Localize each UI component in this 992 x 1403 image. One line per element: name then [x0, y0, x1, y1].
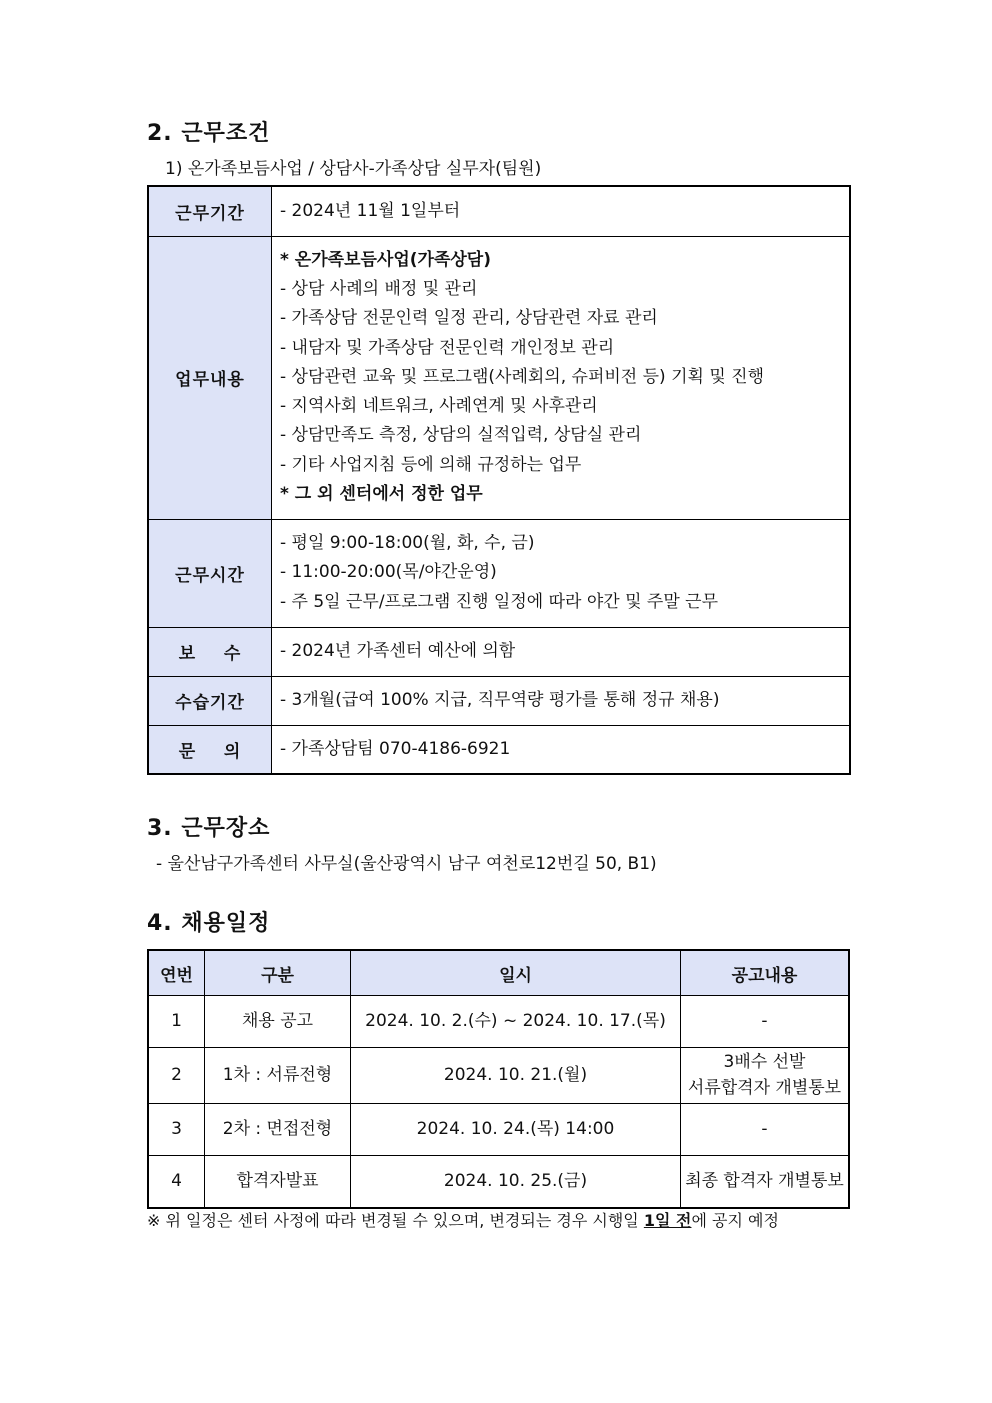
duty-line: - 내담자 및 가족상담 전문인력 개인정보 관리: [280, 337, 615, 358]
notice-line: -: [761, 1119, 768, 1140]
cell-type: 채용 공고: [205, 996, 351, 1048]
cell-notice: [681, 1048, 850, 1104]
footnote-text: ※ 위 일정은 센터 사정에 따라 변경될 수 있으며, 변경되는 경우 시행일: [147, 1211, 644, 1230]
label-hours: 근무시간: [148, 519, 272, 627]
footnote-emphasis: 1일 전: [643, 1211, 692, 1230]
value-duties: [272, 236, 851, 519]
header-date: 일시: [351, 950, 681, 996]
cell-no: 4: [148, 1155, 205, 1208]
table-row: [148, 1048, 849, 1104]
duty-line: - 상담관련 교육 및 프로그램(사례회의, 슈퍼비전 등) 기획 및 진행: [280, 366, 764, 387]
value-contact: [272, 725, 851, 774]
duty-line: - 가족상담 전문인력 일정 관리, 상담관련 자료 관리: [280, 308, 658, 329]
conditions-subtitle: 1) 온가족보듬사업 / 상담사-가족상담 실무자(팀원): [165, 159, 542, 179]
notice-line: -: [761, 1011, 768, 1032]
cell-notice: [681, 996, 850, 1048]
table-row: [148, 1155, 849, 1208]
duty-line: - 상담 사례의 배정 및 관리: [280, 278, 478, 299]
label-pay: 보 수: [148, 627, 272, 676]
label-duties: 업무내용: [148, 236, 272, 519]
hours-line: - 11:00-20:00(목/야간운영): [280, 562, 497, 583]
period-line: - 2024년 11월 1일부터: [280, 200, 461, 221]
row-probation: [148, 676, 850, 725]
hours-line: - 주 5일 근무/프로그램 진행 일정에 따라 야간 및 주말 근무: [280, 591, 718, 612]
duty-line: * 온가족보듬사업(가족상담): [280, 249, 491, 270]
cell-notice: [681, 1155, 850, 1208]
duty-line: - 기타 사업지침 등에 의해 규정하는 업무: [280, 454, 582, 475]
label-probation: 수습기간: [148, 676, 272, 725]
value-pay: [272, 627, 851, 676]
header-notice: 공고내용: [681, 950, 850, 996]
cell-date: 2024. 10. 21.(월): [351, 1048, 681, 1104]
conditions-table: [147, 185, 851, 775]
cell-date: 2024. 10. 25.(금): [351, 1155, 681, 1208]
notice-line: 서류합격자 개별통보: [687, 1078, 842, 1099]
cell-notice: [681, 1103, 850, 1155]
header-no: 연번: [148, 950, 205, 996]
pay-line: - 2024년 가족센터 예산에 의함: [280, 640, 516, 661]
cell-no: 1: [148, 996, 205, 1048]
label-period: 근무기간: [148, 186, 272, 236]
value-period: [272, 186, 851, 236]
place-text: - 울산남구가족센터 사무실(울산광역시 남구 여천로12번길 50, B1): [156, 854, 657, 874]
table-row: [148, 1103, 849, 1155]
cell-type: 2차 : 면접전형: [205, 1103, 351, 1155]
footnote-text-end: 에 공지 예정: [691, 1211, 779, 1230]
notice-line: 최종 합격자 개별통보: [685, 1171, 844, 1192]
row-duties: [148, 236, 850, 519]
duty-line: * 그 외 센터에서 정한 업무: [280, 484, 483, 505]
cell-type: 1차 : 서류전형: [205, 1048, 351, 1104]
row-contact: [148, 725, 850, 774]
contact-line: - 가족상담팀 070-4186-6921: [280, 738, 511, 759]
probation-line: - 3개월(급여 100% 지급, 직무역량 평가를 통해 정규 채용): [280, 689, 720, 710]
footnote: [147, 1208, 779, 1231]
cell-date: 2024. 10. 2.(수) ~ 2024. 10. 17.(목): [351, 996, 681, 1048]
section-title-place: 3. 근무장소: [147, 816, 271, 841]
hours-line: - 평일 9:00-18:00(월, 화, 수, 금): [280, 533, 535, 554]
schedule-header-row: [148, 950, 849, 996]
row-period: [148, 186, 850, 236]
value-hours: [272, 519, 851, 627]
cell-type: 합격자발표: [205, 1155, 351, 1208]
header-type: 구분: [205, 950, 351, 996]
notice-line: 3배수 선발: [723, 1052, 806, 1072]
table-row: [148, 996, 849, 1048]
row-pay: [148, 627, 850, 676]
section-title-schedule: 4. 채용일정: [147, 911, 271, 936]
row-hours: [148, 519, 850, 627]
schedule-table: [147, 949, 850, 1209]
duty-line: - 지역사회 네트워크, 사례연계 및 사후관리: [280, 396, 598, 417]
cell-no: 2: [148, 1048, 205, 1104]
label-contact: 문 의: [148, 725, 272, 774]
duty-line: - 상담만족도 측정, 상담의 실적입력, 상담실 관리: [280, 425, 642, 446]
cell-no: 3: [148, 1103, 205, 1155]
cell-date: 2024. 10. 24.(목) 14:00: [351, 1103, 681, 1155]
value-probation: [272, 676, 851, 725]
section-title-conditions: 2. 근무조건: [147, 121, 271, 146]
